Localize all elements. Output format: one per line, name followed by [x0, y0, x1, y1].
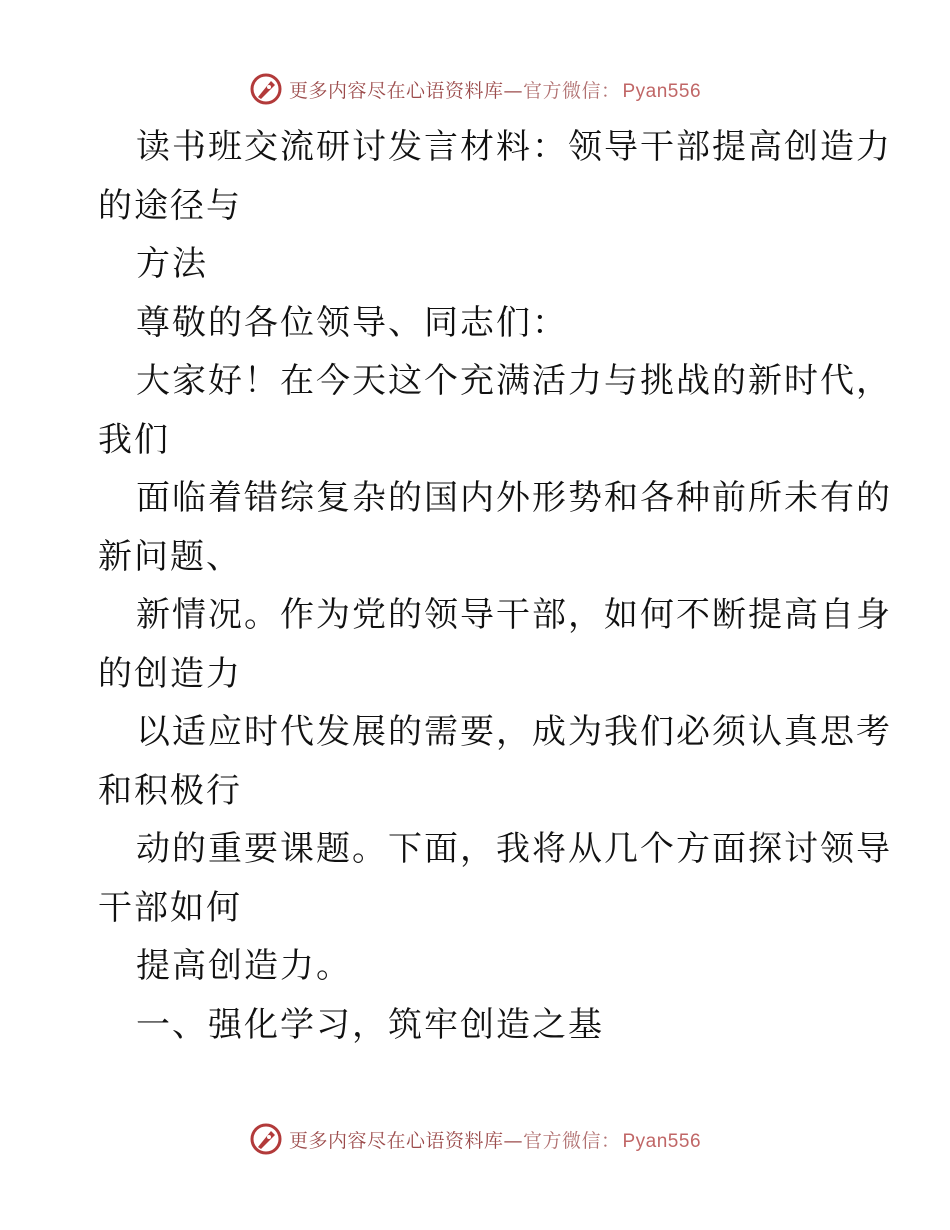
text-line: 以适应时代发展的需要，成为我们必须认真思考 [136, 712, 892, 752]
watermark-wechat-id: Pyan556 [622, 1130, 702, 1152]
text-line: 我们 [98, 419, 170, 460]
watermark-text [289, 1126, 701, 1153]
watermark-site: 更多内容尽在心语资料库 [288, 79, 504, 102]
text-line: 一、强化学习，筑牢创造之基 [136, 1004, 604, 1045]
text-line: 动的重要课题。下面，我将从几个方面探讨领导 [136, 829, 892, 869]
header-watermark [0, 72, 950, 106]
watermark-wechat-label: 官方微信： [522, 1129, 621, 1152]
footer-watermark [0, 1122, 950, 1156]
text-line: 干部如何 [98, 887, 242, 928]
text-line: 大家好！在今天这个充满活力与挑战的新时代， [136, 361, 892, 401]
watermark-text [289, 76, 701, 103]
watermark-wechat-id: Pyan556 [622, 80, 702, 102]
text-line: 面临着错综复杂的国内外形势和各种前所未有的 [136, 478, 892, 518]
text-line: 提高创造力。 [136, 946, 352, 986]
watermark-dash: — [503, 79, 523, 102]
watermark-wechat-label: 官方微信： [522, 79, 621, 102]
pen-nib-logo-icon [249, 1122, 283, 1156]
watermark-dash: — [503, 1129, 523, 1152]
watermark-site: 更多内容尽在心语资料库 [288, 1129, 504, 1152]
text-line: 新问题、 [98, 536, 242, 577]
text-line: 的创造力 [98, 653, 242, 694]
text-line: 读书班交流研讨发言材料：领导干部提高创造力 [136, 127, 892, 167]
pen-nib-logo-icon [249, 72, 283, 106]
text-line: 和积极行 [98, 770, 242, 811]
text-line: 的途径与 [98, 185, 242, 226]
text-line: 方法 [136, 244, 208, 284]
text-line: 新情况。作为党的领导干部，如何不断提高自身 [136, 595, 892, 635]
document-body [98, 118, 892, 1054]
text-line: 尊敬的各位领导、同志们： [136, 302, 568, 343]
